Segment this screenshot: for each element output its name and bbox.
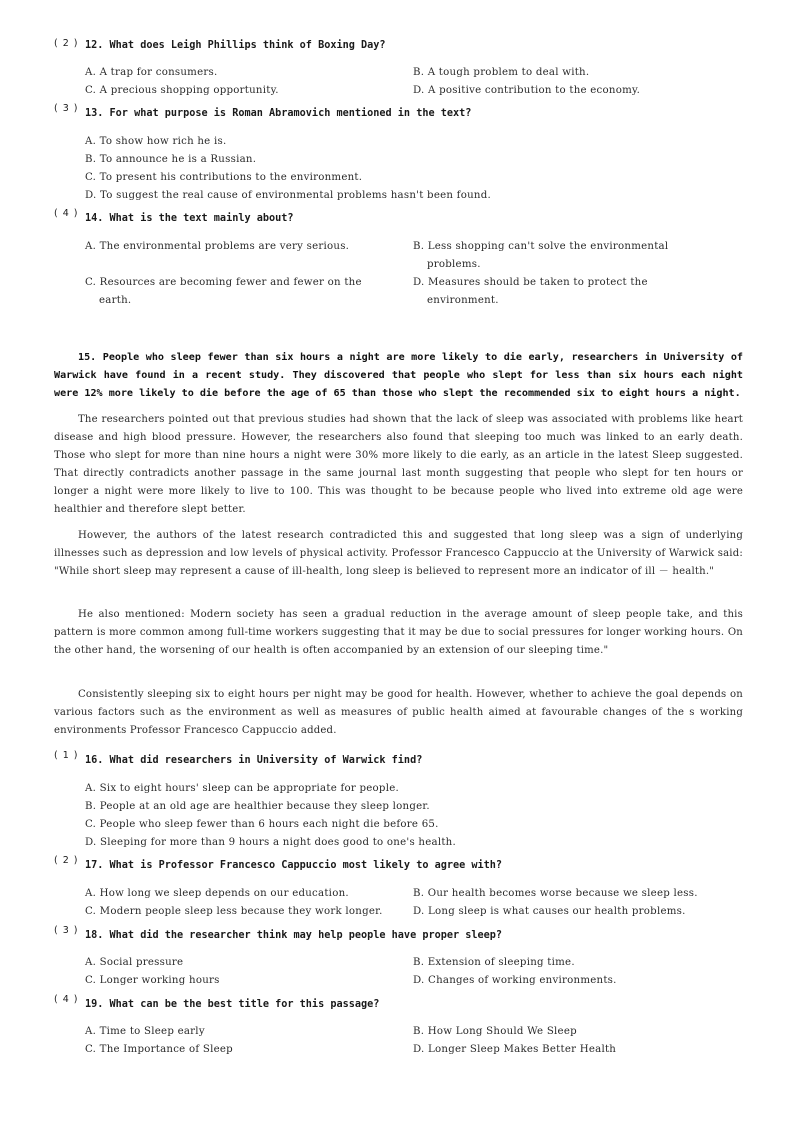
option-b: B. Extension of sleeping time.: [413, 957, 575, 968]
option-c: C. People who sleep fewer than 6 hours each night die before 65.: [85, 819, 439, 830]
option-d: D. A positive contribution to the economy.: [413, 85, 641, 96]
option-a: A. Six to eight hours' sleep can be appropriate for people.: [85, 783, 399, 794]
question-13: [54, 103, 754, 126]
option-d: D. Long sleep is what causes our health problems.: [413, 906, 686, 917]
option-c: C. Resources are becoming fewer and fewer on the earth.: [85, 277, 362, 306]
option-b: B. Our health becomes worse because we sleep less.: [413, 888, 698, 899]
question-stem: 17. What is Professor Francesco Cappuccio most likely to agree with?: [85, 860, 503, 871]
option-a: A. How long we sleep depends on our education.: [85, 888, 349, 899]
question-number: ( 3 ): [54, 925, 79, 936]
option-b: B. Less shopping can't solve the environmental problems.: [413, 241, 669, 270]
option-a: A. Social pressure: [85, 957, 184, 968]
option-c: C. Longer working hours: [85, 975, 220, 986]
option-a: A. Time to Sleep early: [85, 1026, 205, 1037]
option-a: A. The environmental problems are very serious.: [85, 241, 350, 252]
question-stem: 12. What does Leigh Phillips think of Boxing Day?: [85, 40, 386, 51]
question-stem: 14. What is the text mainly about?: [85, 213, 294, 224]
option-d: D. Sleeping for more than 9 hours a night does good to one's health.: [85, 837, 456, 848]
option-d: D. Measures should be taken to protect the environment.: [413, 277, 648, 306]
question-12: [54, 40, 754, 58]
option-c: C. Modern people sleep less because they work longer.: [85, 906, 383, 917]
question-number: ( 4 ): [54, 208, 79, 219]
question-number: ( 3 ): [54, 103, 79, 114]
passage-intro: 15. People who sleep fewer than six hours a night are more likely to die early, researchers in University of Warwick have found in a recent study. They discovered that people who slept for less than six hours each night were 12% more likely to die before the age of 65 than those who slept the recommended six to eight hours a night.: [54, 352, 743, 399]
option-a: A. To show how rich he is.: [85, 136, 227, 147]
option-b: B. To announce he is a Russian.: [85, 154, 257, 165]
option-d: D. Changes of working environments.: [413, 975, 617, 986]
question-16: [54, 750, 754, 773]
option-b: B. A tough problem to deal with.: [413, 67, 590, 78]
question-stem: 13. For what purpose is Roman Abramovich mentioned in the text?: [85, 108, 472, 119]
option-b: B. How Long Should We Sleep: [413, 1026, 577, 1037]
option-c: C. A precious shopping opportunity.: [85, 85, 279, 96]
question-19: [54, 994, 754, 1017]
question-14: [54, 208, 754, 231]
question-stem: 18. What did the researcher think may help people have proper sleep?: [85, 930, 503, 941]
question-number: ( 2 ): [54, 855, 79, 866]
option-d: D. To suggest the real cause of environmental problems hasn't been found.: [85, 190, 491, 201]
question-stem: 19. What can be the best title for this passage?: [85, 999, 380, 1010]
passage-paragraph-3: He also mentioned: Modern society has seen a gradual reduction in the average amount of sleep people take, and this pattern is more common among full-time workers suggesting that it may be due to social pressures for longer working hours. On the other hand, the worsening of our health is often accompanied by an extension of our sleeping time.": [54, 609, 743, 656]
question-number: ( 1 ): [54, 750, 79, 761]
question-18: [54, 925, 754, 948]
option-b: B. People at an old age are healthier because they sleep longer.: [85, 801, 430, 812]
passage-paragraph-2: However, the authors of the latest research contradicted this and suggested that long sleep was a sign of underlying illnesses such as depression and low levels of physical activity. Professor Francesco Cappuccio at the University of Warwick said: "While short sleep may represent a cause of ill-health, long sleep is believed to represent more an indicator of ill － health.": [54, 530, 743, 577]
question-number: ( 4 ): [54, 994, 79, 1005]
option-d: D. Longer Sleep Makes Better Health: [413, 1044, 617, 1055]
question-stem: 16. What did researchers in University of Warwick find?: [85, 755, 423, 766]
option-a: A. A trap for consumers.: [85, 67, 218, 78]
question-number: ( 2 ): [54, 38, 79, 49]
option-c: C. The Importance of Sleep: [85, 1044, 233, 1055]
question-17: [54, 855, 754, 878]
passage-paragraph-4: Consistently sleeping six to eight hours per night may be good for health. However, whether to achieve the goal depends on various factors such as the environment as well as measures of public health aimed at favourable changes of the s working environments Professor Francesco Cappuccio added.: [54, 689, 743, 736]
option-c: C. To present his contributions to the environment.: [85, 172, 363, 183]
passage-paragraph-1: The researchers pointed out that previous studies had shown that the lack of sleep was associated with problems like heart disease and high blood pressure. However, the researchers also found that sleeping too much was linked to an early death. Those who slept for more than nine hours a night were 30% more likely to die early, as an article in the latest Sleep suggested. That directly contradicts another passage in the same journal last month suggesting that people who slept for ten hours or longer a night were more likely to live to 100. This was thought to be because people who lived into extreme old age were healthier and therefore slept better.: [54, 414, 743, 515]
